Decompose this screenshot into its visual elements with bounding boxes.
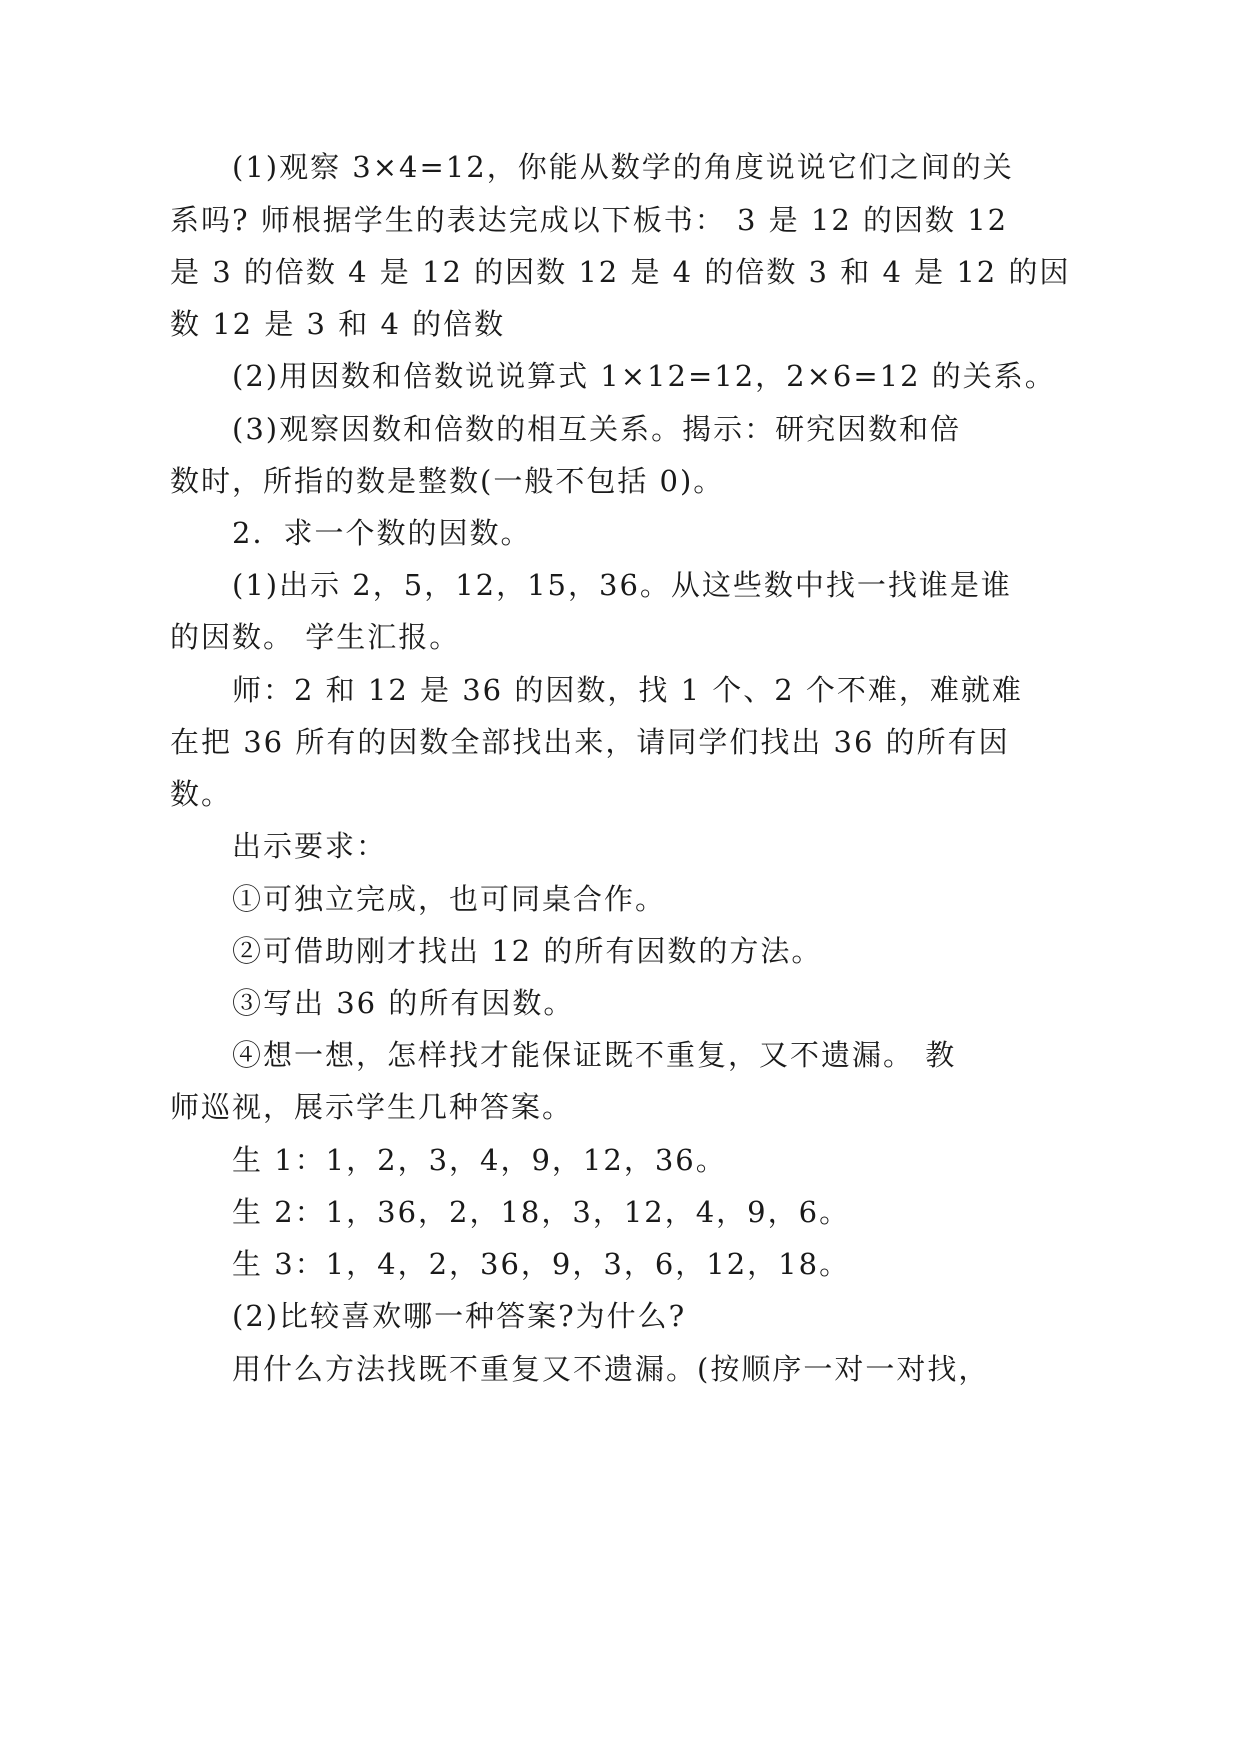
text-line: 师巡视，展示学生几种答案。 <box>170 1090 574 1124</box>
text-line: 数 12 是 3 和 4 的倍数 <box>170 307 506 341</box>
text-line: (3)观察因数和倍数的相互关系。揭示：研究因数和倍 <box>232 412 962 446</box>
text-line: ④想一想，怎样找才能保证既不重复，又不遗漏。 教 <box>232 1038 957 1072</box>
text-line: 师：2 和 12 是 36 的因数，找 1 个、2 个不难，难就难 <box>232 673 1023 707</box>
text-line: 数。 <box>170 777 233 811</box>
text-line: 生 3：1，4，2，36，9，3，6，12，18。 <box>232 1247 851 1281</box>
text-line: 系吗? 师根据学生的表达完成以下板书： 3 是 12 的因数 12 <box>170 203 1009 237</box>
text-line: 的因数。 学生汇报。 <box>170 620 461 654</box>
text-line: (2)比较喜欢哪一种答案?为什么? <box>232 1299 687 1333</box>
text-line: (2)用因数和倍数说说算式 1×12=12，2×6=12 的关系。 <box>232 359 1056 393</box>
text-line: ②可借助刚才找出 12 的所有因数的方法。 <box>232 934 823 968</box>
text-line: 数时，所指的数是整数(一般不包括 0)。 <box>170 464 725 498</box>
text-line: 生 2：1，36，2，18，3，12，4，9，6。 <box>232 1195 851 1229</box>
text-line: 生 1：1，2，3，4，9，12，36。 <box>232 1143 727 1177</box>
text-line: (1)出示 2，5，12，15，36。从这些数中找一找谁是谁 <box>232 568 1012 602</box>
text-line: 用什么方法找既不重复又不遗漏。(按顺序一对一对找， <box>232 1352 990 1386</box>
text-line: 是 3 的倍数 4 是 12 的因数 12 是 4 的倍数 3 和 4 是 12 的因 <box>170 255 1071 289</box>
text-line: ①可独立完成，也可同桌合作。 <box>232 882 667 916</box>
text-line: 在把 36 所有的因数全部找出来，请同学们找出 36 的所有因 <box>170 725 1010 759</box>
text-line: ③写出 36 的所有因数。 <box>232 986 575 1020</box>
text-line: 2．求一个数的因数。 <box>232 516 532 550</box>
text-line: (1)观察 3×4=12，你能从数学的角度说说它们之间的关 <box>232 150 1014 184</box>
text-line: 出示要求： <box>232 829 388 863</box>
